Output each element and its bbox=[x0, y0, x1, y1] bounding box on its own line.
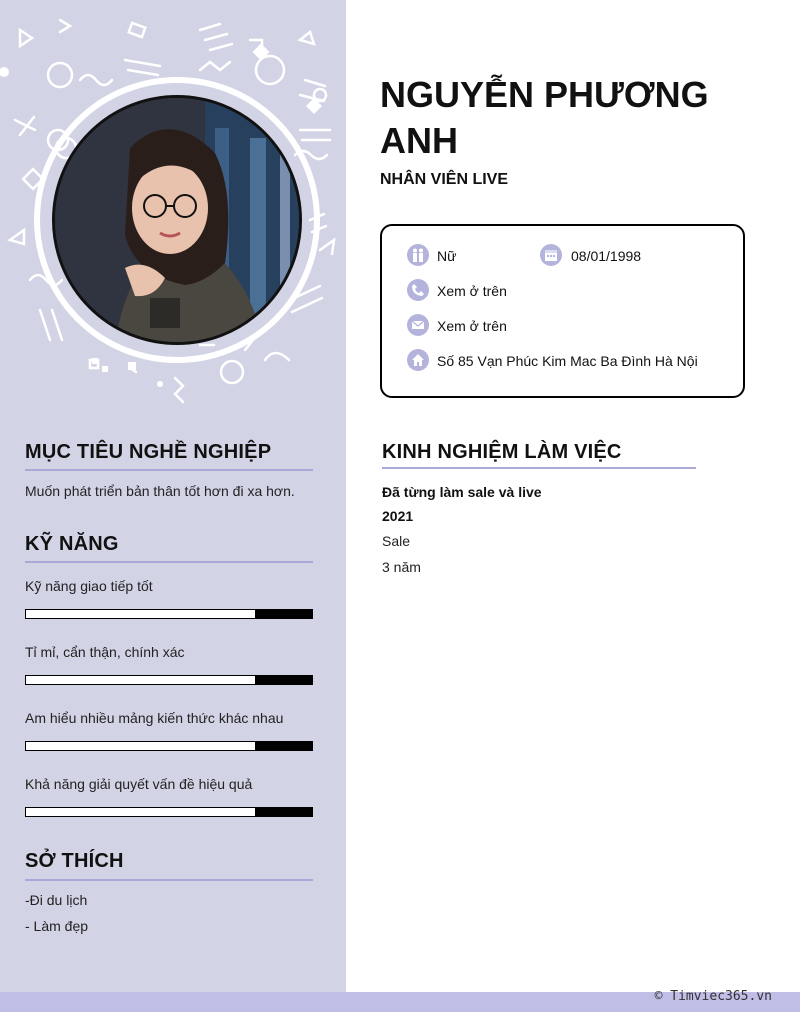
experience-position: Sale bbox=[382, 533, 411, 549]
address-value: Số 85 Vạn Phúc Kim Mac Ba Đình Hà Nội bbox=[437, 353, 698, 369]
hobby-item: -Đi du lịch bbox=[25, 892, 88, 908]
skill-bar-fill bbox=[255, 742, 312, 750]
full-name: NGUYỄN PHƯƠNG ANH bbox=[380, 74, 709, 161]
sidebar bbox=[0, 0, 346, 992]
skill-label: Kỹ năng giao tiếp tốt bbox=[25, 578, 153, 594]
experience-title: KINH NGHIỆM LÀM VIỆC bbox=[382, 441, 622, 463]
gender-value: Nữ bbox=[437, 248, 457, 264]
objective-text: Muốn phát triển bản thân tốt hơn đi xa hơn. bbox=[25, 483, 295, 499]
contact-box bbox=[380, 224, 745, 398]
experience-company: Đã từng làm sale và live bbox=[382, 484, 542, 500]
skill-bar bbox=[25, 807, 313, 817]
footer-copyright: © Timviec365.vn bbox=[654, 989, 772, 1004]
phone-value: Xem ở trên bbox=[437, 283, 507, 299]
phone-icon bbox=[407, 279, 429, 301]
skill-bar bbox=[25, 675, 313, 685]
profile-photo bbox=[55, 98, 302, 345]
skill-bar-fill bbox=[255, 676, 312, 684]
skill-label: Tỉ mỉ, cẩn thận, chính xác bbox=[25, 644, 185, 660]
hobbies-title: SỞ THÍCH bbox=[25, 850, 124, 872]
email-value: Xem ở trên bbox=[437, 318, 507, 334]
experience-divider bbox=[382, 467, 696, 469]
skills-divider bbox=[25, 561, 313, 563]
skill-label: Khả năng giải quyết vấn đề hiệu quả bbox=[25, 776, 253, 792]
skill-bar bbox=[25, 741, 313, 751]
job-title: NHÂN VIÊN LIVE bbox=[380, 171, 509, 188]
skills-title: KỸ NĂNG bbox=[25, 533, 119, 555]
hobby-item: - Làm đẹp bbox=[25, 918, 89, 934]
hobbies-divider bbox=[25, 879, 313, 881]
home-icon bbox=[407, 349, 429, 371]
objective-title: MỤC TIÊU NGHỀ NGHIỆP bbox=[25, 441, 272, 463]
skill-bar bbox=[25, 609, 313, 619]
avatar bbox=[52, 95, 302, 345]
experience-year: 2021 bbox=[382, 508, 414, 524]
birthday-value: 08/01/1998 bbox=[571, 248, 642, 264]
skill-bar-fill bbox=[255, 610, 312, 618]
email-icon bbox=[407, 314, 429, 336]
objective-divider bbox=[25, 469, 313, 471]
skill-bar-fill bbox=[255, 808, 312, 816]
calendar-icon bbox=[540, 244, 562, 266]
gender-icon bbox=[407, 244, 429, 266]
experience-duration: 3 năm bbox=[382, 559, 421, 575]
skill-label: Am hiểu nhiều mảng kiến thức khác nhau bbox=[25, 710, 284, 726]
